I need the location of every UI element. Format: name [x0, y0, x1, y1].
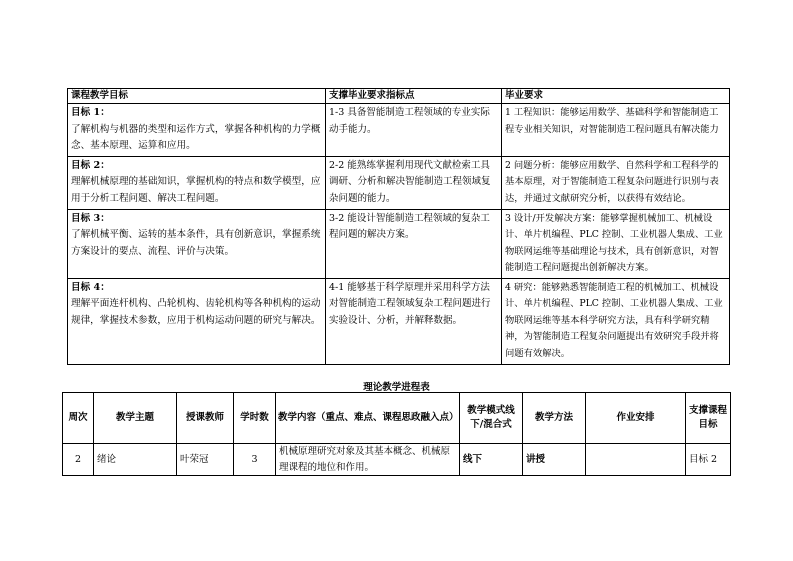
week-cell: 2: [63, 444, 94, 476]
goal-row: [68, 278, 730, 364]
goal-cell: [68, 156, 326, 209]
header-week: 周次: [63, 393, 94, 444]
indicator-cell: 3-2 能设计智能制造工程领域的复杂工程问题的解决方案。: [326, 209, 502, 278]
support-goal-cell: 目标 2: [686, 444, 731, 476]
schedule-header-row: [63, 393, 731, 444]
goal-title: 目标 2：: [71, 159, 110, 171]
requirement-cell: 1 工程知识：能够运用数学、基础科学和智能制造工程专业相关知识，对智能制造工程问题具有解决能力: [502, 104, 730, 157]
goal-cell: [68, 104, 326, 157]
method-cell: 讲授: [523, 444, 586, 476]
goal-title: 目标 4：: [71, 281, 110, 293]
content-cell: 机械原理研究对象及其基本概念、机械原理课程的地位和作用。: [276, 444, 460, 476]
header-mode: 教学模式线下/混合式: [460, 393, 523, 444]
header-teacher: 授课教师: [177, 393, 234, 444]
header-course-goals: 课程教学目标: [68, 89, 326, 104]
requirement-cell: 2 问题分析：能够应用数学、自然科学和工程科学的基本原理，对于智能制造工程复杂问题进行识别与表达，并通过文献研究分析，以获得有效结论。: [502, 156, 730, 209]
schedule-row: [63, 444, 731, 476]
goal-row: [68, 104, 730, 157]
course-goals-table: [67, 88, 730, 365]
header-method: 教学方法: [523, 393, 586, 444]
teacher-cell: 叶荣冠: [177, 444, 234, 476]
requirement-cell: 4 研究：能够熟悉智能制造工程的机械加工、机械设计、单片机编程、PLC 控制、工业机器人集成、工业物联网运维等基本科学研究方法，具有科学研究精神，为智能制造工程复杂问题提出有效研究手段并将问题有效解决。: [502, 278, 730, 364]
header-content: 教学内容（重点、难点、课程思政融入点）: [276, 393, 460, 444]
header-graduation-requirements: 毕业要求: [502, 89, 730, 104]
mode-cell: 线下: [460, 444, 523, 476]
goal-row: [68, 209, 730, 278]
header-hours: 学时数: [234, 393, 276, 444]
schedule-title: 理论教学进程表: [363, 382, 430, 393]
indicator-cell: 2-2 能熟练掌握利用现代文献检索工具调研、分析和解决智能制造工程领域复杂问题的能力。: [326, 156, 502, 209]
indicator-cell: 4-1 能够基于科学原理并采用科学方法对智能制造工程领域复杂工程问题进行实验设计、分析，并解释数据。: [326, 278, 502, 364]
goal-cell: [68, 209, 326, 278]
goal-cell: [68, 278, 326, 364]
goal-row: [68, 156, 730, 209]
header-topic: 教学主题: [94, 393, 177, 444]
requirement-cell: 3 设计/开发解决方案：能够掌握机械加工、机械设计、单片机编程、PLC 控制、工业机器人集成、工业物联网运维等基础理论与技术，具有创新意识，对智能制造工程问题提出创新解决方案。: [502, 209, 730, 278]
goal-title: 目标 1：: [71, 107, 110, 118]
goals-header-row: [68, 89, 730, 104]
indicator-cell: 1-3 具备智能制造工程领域的专业实际动手能力。: [326, 104, 502, 157]
homework-cell: [586, 444, 686, 476]
goal-text: 理解机械原理的基础知识，掌握机构的特点和数学模型，应用于分析工程问题、解决工程问题。: [71, 176, 321, 204]
teaching-schedule-table: [62, 392, 731, 476]
header-support-goal: 支撑课程目标: [686, 393, 731, 444]
goal-title: 目标 3：: [71, 212, 110, 224]
header-homework: 作业安排: [586, 393, 686, 444]
header-indicator-points: 支撑毕业要求指标点: [326, 89, 502, 104]
topic-cell: 绪论: [94, 444, 177, 476]
hours-cell: 3: [234, 444, 276, 476]
goal-text: 理解平面连杆机构、凸轮机构、齿轮机构等各种机构的运动规律，掌握技术参数，应用于机构运动问题的研究与解决。: [71, 298, 321, 326]
goal-text: 了解机械平衡、运转的基本条件，具有创新意识，掌握系统方案设计的要点、流程、评价与决策。: [71, 229, 321, 257]
goal-text: 了解机构与机器的类型和运作方式，掌握各种机构的力学概念、基本原理、运算和应用。: [71, 123, 321, 151]
